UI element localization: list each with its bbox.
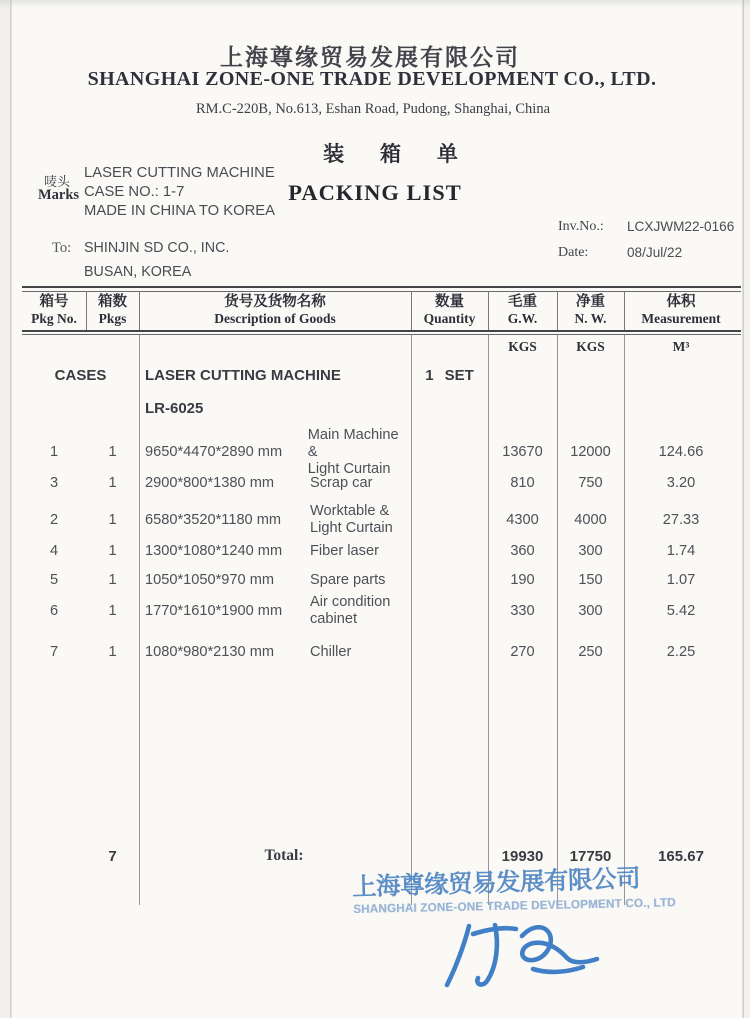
item-name-line: Chiller (310, 643, 352, 660)
cell-pkg-no: 6 (49, 603, 59, 619)
cell-gross-weight: 4300 (506, 512, 539, 528)
consignee-label: To: (52, 240, 72, 256)
cell-dimensions: 1770*1610*1900 mm (145, 603, 283, 619)
invoice-no-label: Inv.No.: (558, 219, 604, 234)
cell-pkgs: 1 (108, 572, 117, 588)
item-name-line: Spare parts (310, 571, 386, 588)
cell-gross-weight: 330 (510, 603, 535, 619)
cell-net-weight: 300 (578, 603, 603, 619)
cell-pkg-no: 1 (49, 444, 59, 460)
cell-item-name (310, 475, 372, 492)
invoice-date-value: 08/Jul/22 (627, 245, 683, 260)
document-title-en: PACKING LIST (288, 180, 462, 205)
cell-net-weight: 12000 (570, 444, 611, 460)
cell-pkgs: 1 (108, 475, 117, 491)
cell-measurement: 124.66 (658, 444, 704, 460)
cell-gross-weight: 810 (510, 475, 535, 491)
cell-item-name (310, 572, 385, 589)
invoice-no-value: LCXJWM22-0166 (627, 219, 735, 234)
col-header-cn: 箱号 (39, 294, 69, 310)
col-header-cn: 毛重 (508, 294, 537, 310)
cell-item-name (308, 427, 411, 478)
cell-net-weight: 250 (578, 644, 603, 660)
cell-description (139, 543, 411, 560)
table-row (22, 542, 738, 560)
unit-measurement: M³ (672, 339, 690, 354)
col-header-cn: 箱数 (98, 294, 127, 310)
total-label: Total: (264, 847, 304, 864)
quantity-number: 1 (425, 367, 434, 384)
company-stamp-cn: 上海尊缘贸易发展有限公司 (351, 865, 641, 902)
cell-pkgs: 1 (108, 543, 117, 559)
total-pkgs: 7 (108, 847, 117, 865)
item-name-line: Air condition (310, 594, 391, 610)
col-header-cn: 体积 (666, 294, 696, 310)
cell-dimensions: 1050*1050*970 mm (145, 572, 275, 588)
cell-item-name (310, 594, 390, 628)
cell-gross-weight: 13670 (502, 444, 543, 460)
item-name-line: Worktable & (310, 503, 390, 519)
total-gross-weight: 19930 (501, 847, 544, 865)
cell-pkgs: 1 (108, 603, 117, 619)
cell-measurement: 5.42 (666, 603, 696, 619)
col-header-en: G.W. (507, 311, 538, 326)
table-row (22, 643, 738, 661)
cases-label: CASES (54, 367, 107, 384)
col-header-en: Description of Goods (214, 311, 336, 326)
cell-measurement: 3.20 (666, 475, 696, 491)
table-row (22, 502, 738, 538)
item-name-line: Fiber laser (310, 542, 379, 559)
marks-line: MADE IN CHINA TO KOREA (84, 203, 276, 219)
cell-description (139, 594, 411, 628)
cell-pkgs: 1 (108, 444, 117, 460)
unit-gw: KGS (508, 339, 537, 354)
cell-net-weight: 4000 (574, 512, 607, 528)
unit-nw: KGS (576, 339, 605, 354)
cell-gross-weight: 270 (510, 644, 535, 660)
cell-pkgs: 1 (108, 644, 117, 660)
cell-dimensions: 2900*800*1380 mm (145, 475, 275, 491)
cell-description (139, 475, 411, 492)
cell-pkg-no: 5 (49, 572, 59, 588)
quantity-unit: SET (444, 367, 474, 384)
cell-dimensions: 1300*1080*1240 mm (145, 543, 283, 559)
marks-label-en: Marks (38, 187, 80, 203)
col-header-en: Pkg No. (31, 311, 77, 326)
col-header-cn: 数量 (435, 294, 464, 310)
document-title-cn: 装 箱 单 (323, 143, 473, 166)
cell-measurement: 27.33 (662, 512, 700, 528)
marks-line: LASER CUTTING MACHINE (84, 165, 275, 181)
consignee-name: SHINJIN SD CO., INC. (84, 240, 230, 256)
product-name: LASER CUTTING MACHINE (145, 367, 341, 384)
company-name-cn: 上海尊缘贸易发展有限公司 (220, 44, 520, 70)
cell-measurement: 1.74 (666, 543, 696, 559)
cell-gross-weight: 190 (510, 572, 535, 588)
cell-net-weight: 750 (578, 475, 603, 491)
col-header-cn: 净重 (576, 294, 605, 310)
company-address: RM.C-220B, No.613, Eshan Road, Pudong, Shanghai, China (195, 101, 551, 117)
item-name-line: Light Curtain (307, 460, 391, 477)
col-header-en: N. W. (574, 311, 607, 326)
cell-net-weight: 300 (578, 543, 603, 559)
total-net-weight: 17750 (569, 847, 612, 865)
marks-label-cn: 唛头 (44, 174, 71, 189)
handwritten-signature (436, 910, 616, 1000)
item-name-line: Main Machine & (307, 426, 399, 460)
cell-pkg-no: 4 (49, 543, 59, 559)
cell-item-name (310, 644, 351, 661)
item-name-line: Light Curtain (310, 520, 393, 536)
cell-description (139, 572, 411, 589)
company-stamp-en: SHANGHAI ZONE-ONE TRADE DEVELOPMENT CO., LTD (353, 895, 676, 916)
cell-description (139, 644, 411, 661)
table-row (22, 593, 738, 629)
cell-pkg-no: 3 (49, 475, 59, 491)
cell-pkg-no: 7 (49, 644, 59, 660)
item-name-line: Scrap car (310, 474, 373, 491)
col-header-cn: 货号及货物名称 (224, 294, 326, 310)
cell-pkg-no: 2 (49, 512, 59, 528)
table-row (22, 426, 738, 477)
table-row (22, 474, 738, 492)
col-header-en: Quantity (423, 311, 476, 326)
total-measurement: 165.67 (658, 847, 704, 865)
model-number: LR-6025 (145, 400, 204, 417)
cell-description (139, 503, 411, 537)
cell-dimensions: 1080*980*2130 mm (145, 644, 275, 660)
cell-measurement: 1.07 (666, 572, 696, 588)
cell-pkgs: 1 (108, 512, 117, 528)
marks-line: CASE NO.: 1-7 (84, 184, 185, 200)
col-header-en: Measurement (641, 311, 721, 326)
consignee-city: BUSAN, KOREA (84, 264, 192, 280)
invoice-date-label: Date: (558, 245, 589, 260)
cell-gross-weight: 360 (510, 543, 535, 559)
cell-measurement: 2.25 (666, 644, 696, 660)
company-name-en: SHANGHAI ZONE-ONE TRADE DEVELOPMENT CO., LTD. (87, 68, 657, 90)
cell-dimensions: 6580*3520*1180 mm (145, 512, 282, 528)
cell-item-name (310, 543, 379, 560)
col-header-en: Pkgs (98, 311, 127, 326)
cell-dimensions: 9650*4470*2890 mm (145, 444, 283, 460)
cell-description (139, 427, 411, 478)
cell-net-weight: 150 (578, 572, 603, 588)
table-row (22, 571, 738, 589)
item-name-line: cabinet (310, 611, 358, 627)
cell-item-name (310, 503, 393, 537)
